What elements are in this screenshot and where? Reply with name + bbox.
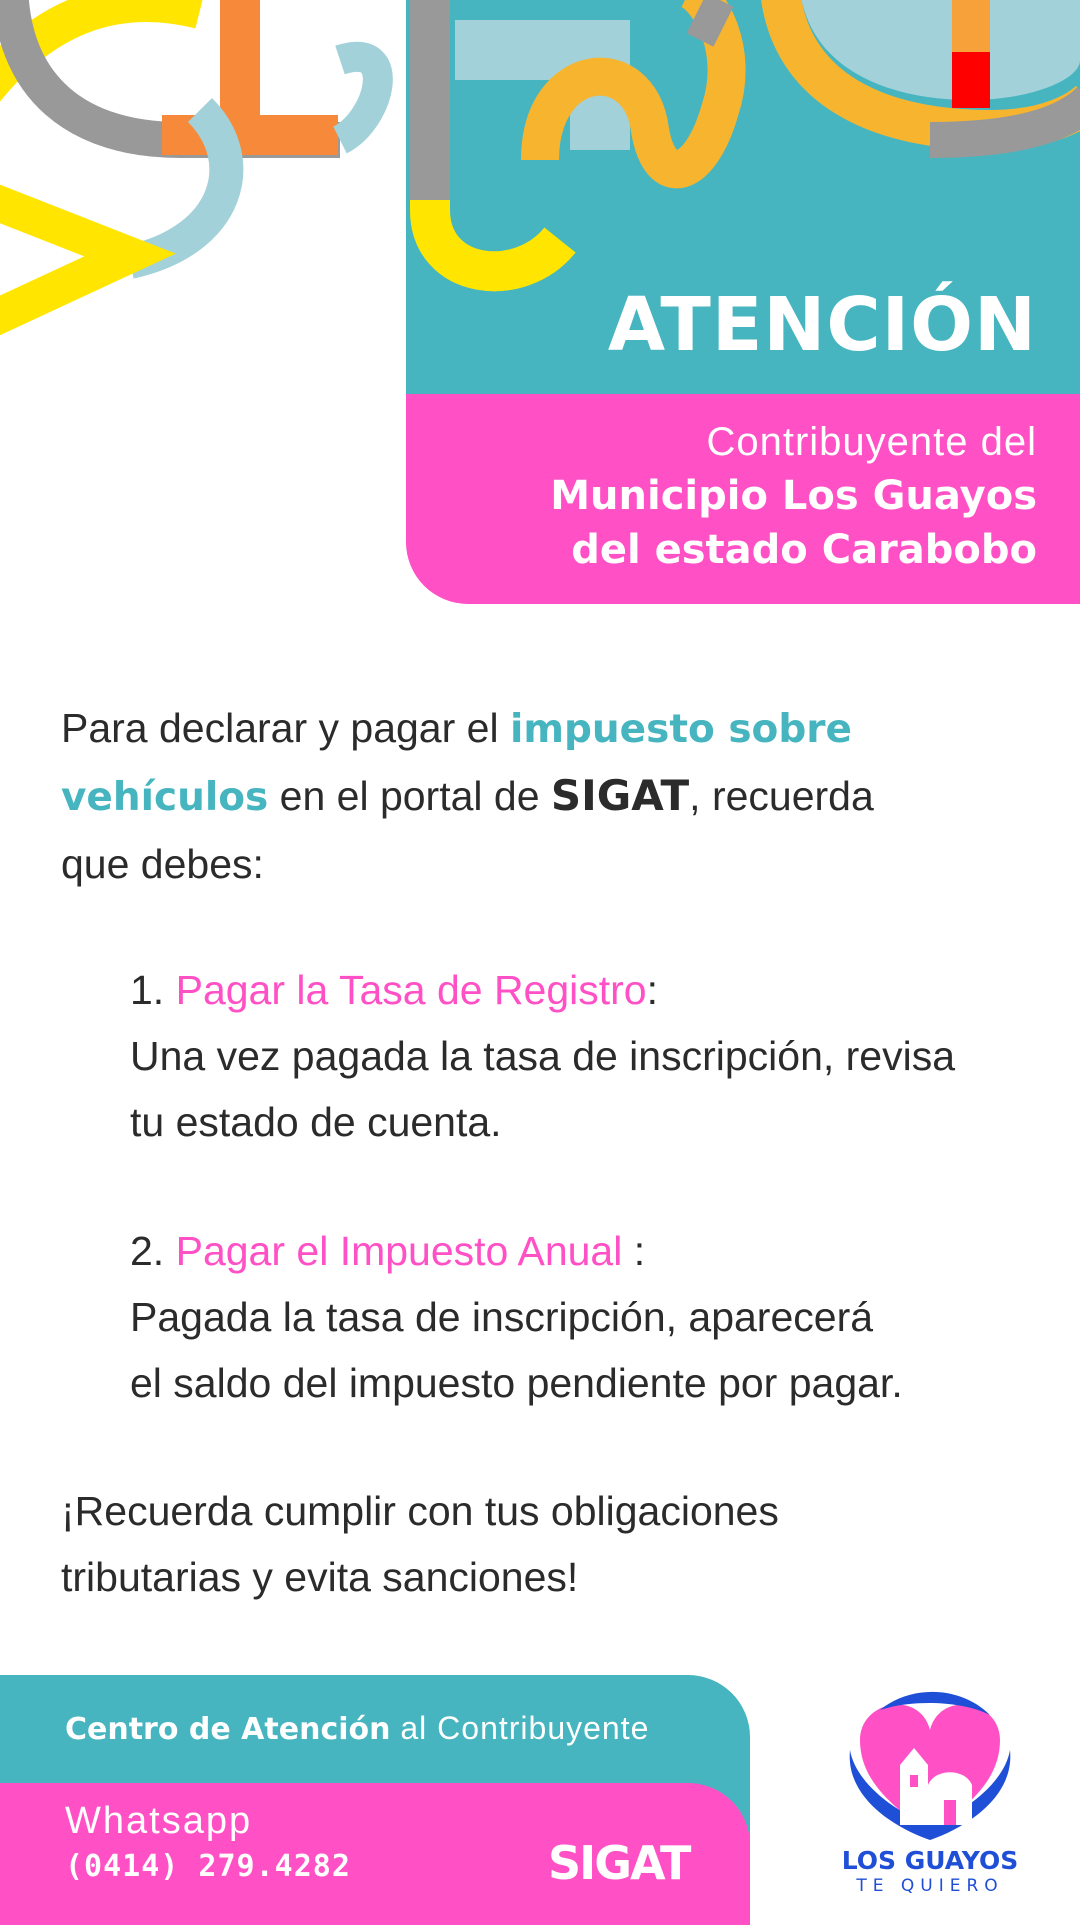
intro-text-4: que debes: bbox=[61, 841, 264, 887]
intro-text-3: , recuerda bbox=[689, 773, 874, 819]
step-1 bbox=[130, 957, 1030, 1155]
step-line: Una vez pagada la tasa de inscripción, revisa bbox=[130, 1033, 956, 1079]
logo-tagline: TE QUIERO bbox=[856, 1876, 1004, 1896]
step-suffix: : bbox=[622, 1228, 646, 1274]
footer-title-bold: Centro de Atención bbox=[65, 1712, 391, 1747]
subtitle bbox=[550, 415, 1037, 577]
subtitle-line-3: del estado Carabobo bbox=[571, 527, 1037, 573]
headline: ATENCIÓN bbox=[607, 282, 1037, 368]
logo-name: LOS GUAYOS bbox=[841, 1846, 1019, 1875]
step-title: Pagar la Tasa de Registro bbox=[175, 967, 647, 1013]
intro-highlight: impuesto sobre bbox=[509, 707, 852, 752]
step-number: 1. bbox=[130, 967, 176, 1013]
subtitle-line-2: Municipio Los Guayos bbox=[550, 473, 1037, 519]
footer-title-rest: al Contribuyente bbox=[390, 1710, 650, 1746]
heart-church-icon bbox=[830, 1690, 1030, 1850]
step-title: Pagar el Impuesto Anual bbox=[175, 1228, 623, 1274]
closing-line-2: tributarias y evita sanciones! bbox=[61, 1554, 579, 1600]
footer-title bbox=[65, 1710, 649, 1747]
intro-text-2: en el portal de bbox=[268, 773, 551, 819]
step-line: el saldo del impuesto pendiente por pagar. bbox=[130, 1360, 903, 1406]
step-line: Pagada la tasa de inscripción, aparecerá bbox=[130, 1294, 874, 1340]
intro-paragraph bbox=[61, 695, 1021, 897]
intro-brand: SIGAT bbox=[550, 771, 690, 820]
whatsapp-label: Whatsapp bbox=[65, 1800, 253, 1842]
whatsapp-phone: (0414) 279.4282 bbox=[65, 1849, 351, 1884]
step-suffix: : bbox=[646, 967, 659, 1013]
closing-line-1: ¡Recuerda cumplir con tus obligaciones bbox=[61, 1488, 779, 1534]
step-number: 2. bbox=[130, 1228, 176, 1274]
intro-highlight-2: vehículos bbox=[61, 775, 269, 820]
step-2 bbox=[130, 1218, 1030, 1416]
intro-text: Para declarar y pagar el bbox=[61, 705, 510, 751]
closing-message bbox=[61, 1478, 1021, 1610]
subtitle-line-1: Contribuyente del bbox=[706, 420, 1037, 464]
los-guayos-logo bbox=[830, 1690, 1030, 1910]
step-line: tu estado de cuenta. bbox=[130, 1099, 502, 1145]
sigat-logo: SIGAT bbox=[548, 1836, 690, 1890]
